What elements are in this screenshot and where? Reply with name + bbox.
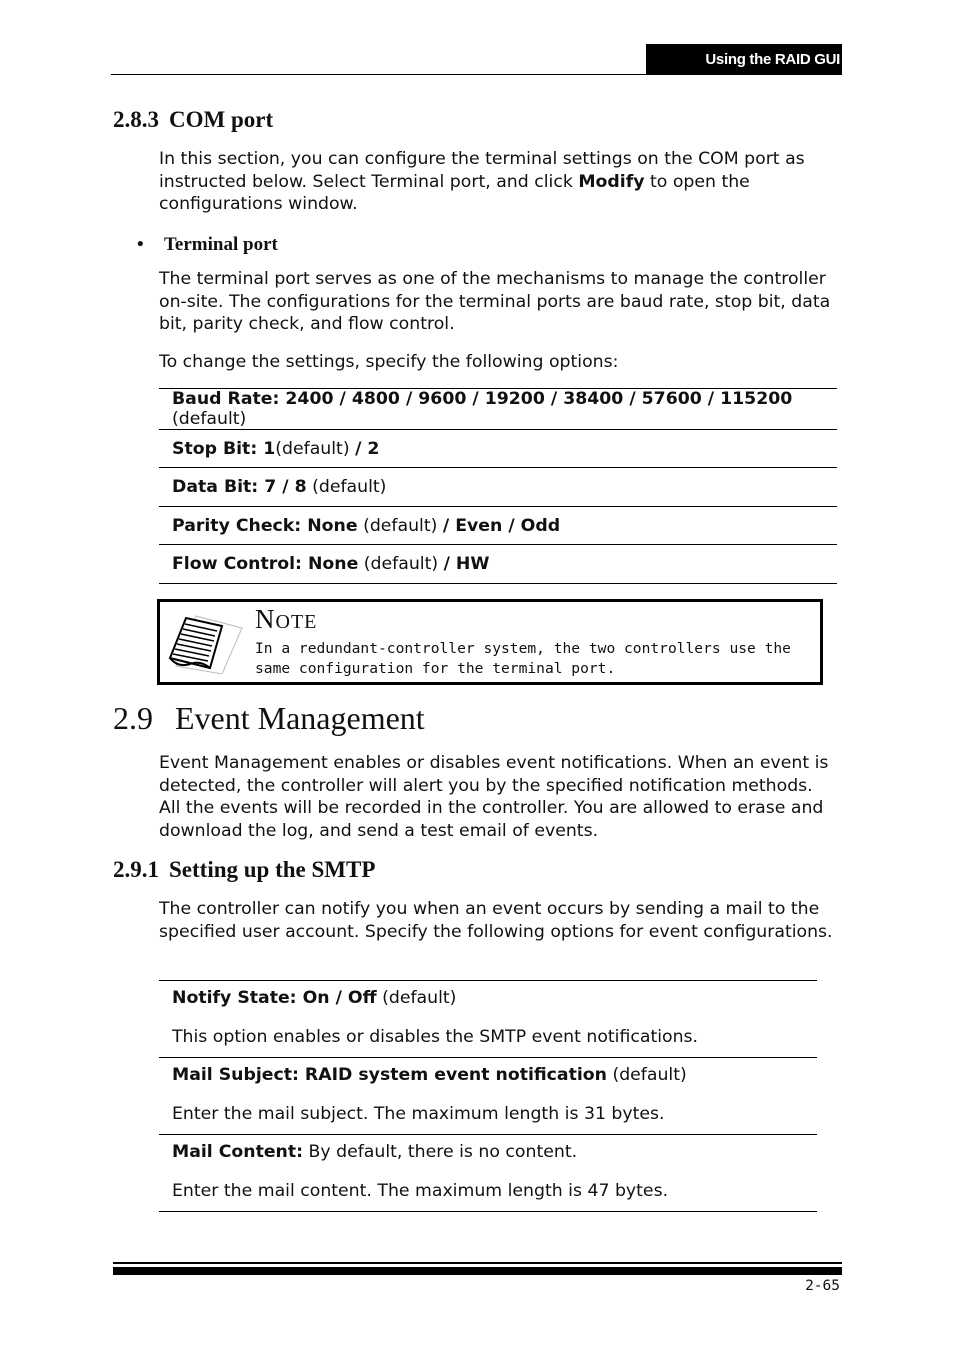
option-name: Data Bit: 7 / 8 [172,477,307,497]
section-number: 2.8.3 [113,107,159,132]
option-description: Enter the mail content. The maximum length is 47 bytes. [172,1181,669,1201]
section-title: Setting up the SMTP [169,857,376,882]
option-name: Flow Control: None [172,554,359,574]
note-title-rest: OTE [275,611,318,633]
option-default: (default) [306,477,387,497]
note-text: In a redundant-controller system, the two controllers use the same configuration for the terminal port. [255,640,791,677]
section-number: 2.9 [113,700,153,736]
header-section-tab [646,44,842,75]
note-title-first: N [255,604,276,634]
option-default: (default) [376,988,457,1008]
footer-rule-thick [113,1267,842,1275]
option-name: Stop Bit: 1 [172,438,276,459]
com-port-intro [159,148,839,216]
smtp-option-header [172,985,817,1011]
option-row [159,430,837,468]
option-default: (default) [606,1065,687,1085]
smtp-option-header [172,1139,817,1165]
option-name: Mail Content: [172,1142,304,1162]
section-title: Event Management [175,700,425,736]
bullet-terminal-port [137,234,278,256]
option-name: Notify State: On / Off [172,988,377,1008]
option-row [159,507,837,545]
event-management-intro: Event Management enables or disables event notifications. When an event is detected, the controller will alert you by the specified notification methods. All the events will be recorded in the controller. You are allowed to erase and download the log, and send a test email of events. [159,753,829,841]
section-heading-com-port [113,107,273,133]
option-name: Baud Rate: 2400 / 4800 / 9600 / 19200 / 38400 / 57600 / 115200 [172,389,793,409]
bullet-label: Terminal port [164,234,278,255]
section-heading-smtp [113,857,375,883]
option-alt: / 2 [355,438,380,459]
intro-text: In this section, you can configure the terminal settings on the COM port as instructed below. Select Terminal port, and click [159,149,805,192]
option-default: (default) [358,554,444,574]
option-alt: / HW [443,554,490,574]
option-row [159,545,837,584]
smtp-option-row [159,1058,817,1135]
intro-text-end: to open the configurations window. [159,171,750,215]
change-settings-text: To change the settings, specify the following options: [159,352,619,372]
page-number: 2-65 [805,1278,840,1294]
option-alt: / Even / Odd [442,515,561,536]
option-description: This option enables or disables the SMTP event notifications. [172,1027,699,1047]
option-default: (default) [357,515,443,536]
option-name: Mail Subject: RAID system event notification [172,1065,607,1085]
terminal-port-description: The terminal port serves as one of the mechanisms to manage the controller on-site. The configurations for the terminal ports are baud rate, stop bit, data bit, parity check, and flow control. [159,269,831,335]
note-box [157,599,823,685]
intro-bold-modify: Modify [578,171,645,192]
note-document-icon [166,610,246,674]
bullet-dot-icon: • [137,234,144,255]
option-default: By default, there is no content. [303,1142,578,1162]
section-title: COM port [169,107,274,132]
note-title [255,604,317,635]
option-row [159,389,837,430]
terminal-options-table [159,388,837,584]
option-default: (default) [172,409,247,429]
smtp-options-table [159,980,817,1212]
option-name: Parity Check: None [172,515,358,536]
smtp-intro: The controller can notify you when an event occurs by sending a mail to the specified user account. Specify the following options for event configurations. [159,899,833,942]
option-row [159,468,837,507]
footer-rule-thin [113,1262,842,1264]
section-number: 2.9.1 [113,857,159,882]
smtp-option-row [159,981,817,1058]
header-rule [111,74,842,75]
option-default: (default) [275,438,356,459]
header-tab-label: Using the RAID GUI [705,51,840,68]
smtp-option-row [159,1135,817,1212]
smtp-option-header [172,1062,817,1088]
section-heading-event-management [113,700,425,737]
option-description: Enter the mail subject. The maximum length is 31 bytes. [172,1104,665,1124]
